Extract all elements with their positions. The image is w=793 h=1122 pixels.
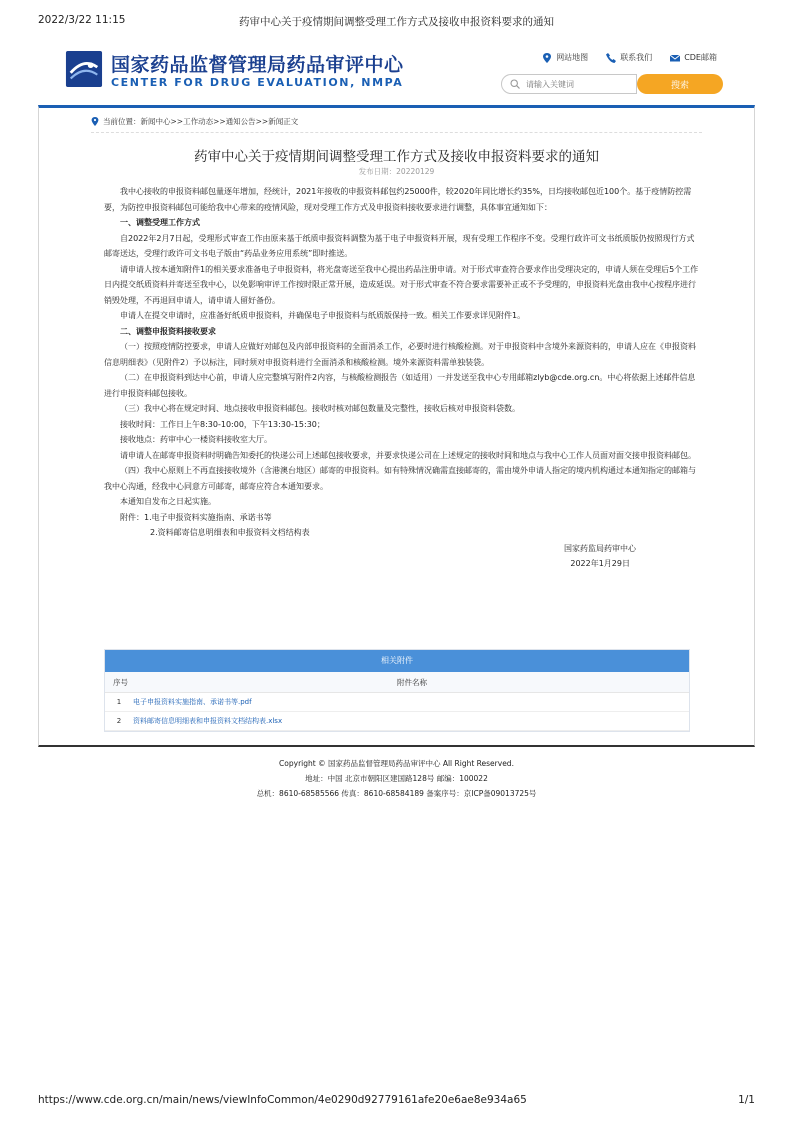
article-paragraph: 请申请人在邮寄申报资料时明确告知委托的快递公司上述邮包接收要求，并要求快递公司在上述规定的接收时间和地点与我中心工作人员面对面交接申报资料邮包。 xyxy=(120,450,696,460)
attachments-columns xyxy=(105,672,689,693)
contact-us-link[interactable] xyxy=(606,52,652,63)
article-paragraph: 2022年1月29日 xyxy=(570,559,630,568)
location-pin-icon xyxy=(542,53,552,63)
print-page-number: 1/1 xyxy=(738,1094,755,1106)
breadcrumb-divider xyxy=(91,132,702,133)
article-paragraph: 接收时间：工作日上午8:30-10:00，下午13:30-15:30； xyxy=(120,419,325,429)
site-header xyxy=(65,44,733,100)
article-paragraph: （二）在申报资料到达中心前，申请人应完整填写附件2内容，与核酸检测报告（如适用）一并发送至我中心专用邮箱zlyb@cde.org.cn。中心将依据上述邮件信息进行申报资料邮包接收。 xyxy=(104,373,696,398)
article-paragraph: （四）我中心原则上不再直接接收境外（含港澳台地区）邮寄的申报资料。如有特殊情况确需直接邮寄的，需由境外申请人指定的境内机构通过本通知指定的邮箱与我中心沟通，经我中心同意方可邮寄，邮寄应符合本通知要求。 xyxy=(104,466,696,491)
search-box xyxy=(501,74,637,94)
content-frame xyxy=(38,105,755,747)
col-name-header: 附件名称 xyxy=(397,678,427,687)
attachments-header: 相关附件 xyxy=(105,650,689,672)
article-paragraph: 2.资料邮寄信息明细表和申报资料文档结构表 xyxy=(150,528,310,537)
site-map-link[interactable] xyxy=(542,52,588,63)
print-header xyxy=(38,14,755,30)
top-links xyxy=(542,52,717,63)
article-paragraph: 申请人在提交申请时，应准备好纸质申报资料，并确保电子申报资料与纸质版保持一致。相关工作要求详见附件1。 xyxy=(120,311,526,320)
footer-contact: 总机：8610-68585566 传真：8610-68584189 备案序号：京ICP备09013725号 xyxy=(256,789,537,798)
search-input[interactable] xyxy=(526,80,626,89)
search-button[interactable]: 搜索 xyxy=(637,74,723,94)
site-name-cn: 国家药品监督管理局药品审评中心 xyxy=(111,54,404,76)
col-index-header: 序号 xyxy=(113,678,128,687)
article-paragraph: 二、调整申报资料接收要求 xyxy=(120,326,216,336)
cde-mail-link[interactable] xyxy=(670,52,717,63)
location-pin-icon xyxy=(91,117,99,126)
article-paragraph: 一、调整受理工作方式 xyxy=(120,218,200,227)
attachment-link[interactable]: 资料邮寄信息明细表和申报资料文档结构表.xlsx xyxy=(133,717,283,725)
table-row xyxy=(105,693,689,712)
row-index: 1 xyxy=(116,698,122,706)
attachments-table xyxy=(104,649,690,732)
print-footer xyxy=(38,1094,755,1106)
article-paragraph: 接收地点：药审中心一楼资料接收室大厅。 xyxy=(120,435,272,444)
cde-mail-label: CDE邮箱 xyxy=(684,53,717,62)
search-icon xyxy=(510,79,520,89)
site-map-label: 网站地图 xyxy=(556,53,589,62)
row-index: 2 xyxy=(116,717,122,725)
article-date: 发布日期：20220129 xyxy=(358,167,435,176)
breadcrumb-text[interactable]: 当前位置：新闻中心>>工作动态>>通知公告>>新闻正文 xyxy=(103,117,299,126)
print-timestamp: 2022/3/22 11:15 xyxy=(38,14,126,26)
contact-us-label: 联系我们 xyxy=(620,53,653,62)
article-paragraph: 我中心接收的申报资料邮包量逐年增加，经统计，2021年接收的申报资料邮包约25000件，较2020年同比增长约35%，日均接收邮包近100个。基于疫情防控需要，为防控申报资料邮包可能给我中心带来的疫情风险，现对受理工作方式及申报资料接收要求进行调整，具体事宜通知如下： xyxy=(104,187,692,212)
footer-address: 地址：中国 北京市朝阳区建国路128号 邮编：100022 xyxy=(305,774,488,783)
site-footer xyxy=(0,756,793,801)
article-title: 药审中心关于疫情期间调整受理工作方式及接收申报资料要求的通知 xyxy=(194,149,599,165)
print-page-title: 药审中心关于疫情期间调整受理工作方式及接收申报资料要求的通知 xyxy=(239,16,554,28)
mail-icon xyxy=(670,53,680,63)
article-paragraph: 自2022年2月7日起，受理形式审查工作由原来基于纸质申报资料调整为基于电子申报资料开展，现有受理工作程序不变。受理行政许可文书纸质版仍按照现行方式邮寄送达，受理行政许可文书电子版由“药品业务应用系统”即时推送。 xyxy=(104,233,695,258)
article-paragraph: （三）我中心将在规定时间、地点接收申报资料邮包。接收时核对邮包数量及完整性，接收后核对申报资料袋数。 xyxy=(120,404,520,413)
table-row xyxy=(105,712,689,731)
article-paragraph: （一）按照疫情防控要求，申请人应做好对邮包及内部申报资料的全面消杀工作，必要时进行核酸检测。对于申报资料中含境外来源资料的，申请人应在《申报资料信息明细表》（见附件2）予以标注，同时须对申报资料进行全面消杀和核酸检测。境外来源资料需单独装袋。 xyxy=(104,342,696,367)
article-body xyxy=(104,184,702,572)
attachment-link[interactable]: 电子申报资料实施指南、承诺书等.pdf xyxy=(133,698,252,706)
phone-icon xyxy=(606,53,616,63)
article-paragraph: 本通知自发布之日起实施。 xyxy=(120,497,216,506)
article-paragraph: 国家药监局药审中心 xyxy=(564,543,636,553)
footer-copyright: Copyright © 国家药品监督管理局药品审评中心 All Right Reserved. xyxy=(279,759,514,768)
cde-logo-icon[interactable] xyxy=(65,50,103,88)
article-paragraph: 附件：1.电子申报资料实施指南、承诺书等 xyxy=(120,512,272,522)
site-name-en: CENTER FOR DRUG EVALUATION, NMPA xyxy=(111,76,404,89)
article-paragraph: 请申请人按本通知附件1的相关要求准备电子申报资料，将光盘寄送至我中心提出药品注册申请。对于形式审查符合要求作出受理决定的，申请人须在受理后5个工作日内提交纸质资料并寄送至我中心，以免影响审评工作按时限正常开展，造成延误。对于形式审查不符合要求需要补正或不予受理的，申报资料光盘由我中心按程序进行销毁处理，不再退回申请人，请申请人留好备份。 xyxy=(104,264,699,305)
print-url: https://www.cde.org.cn/main/news/viewInfoCommon/4e0290d92779161afe20e6ae8e934a65 xyxy=(38,1094,527,1106)
breadcrumb xyxy=(91,116,298,127)
